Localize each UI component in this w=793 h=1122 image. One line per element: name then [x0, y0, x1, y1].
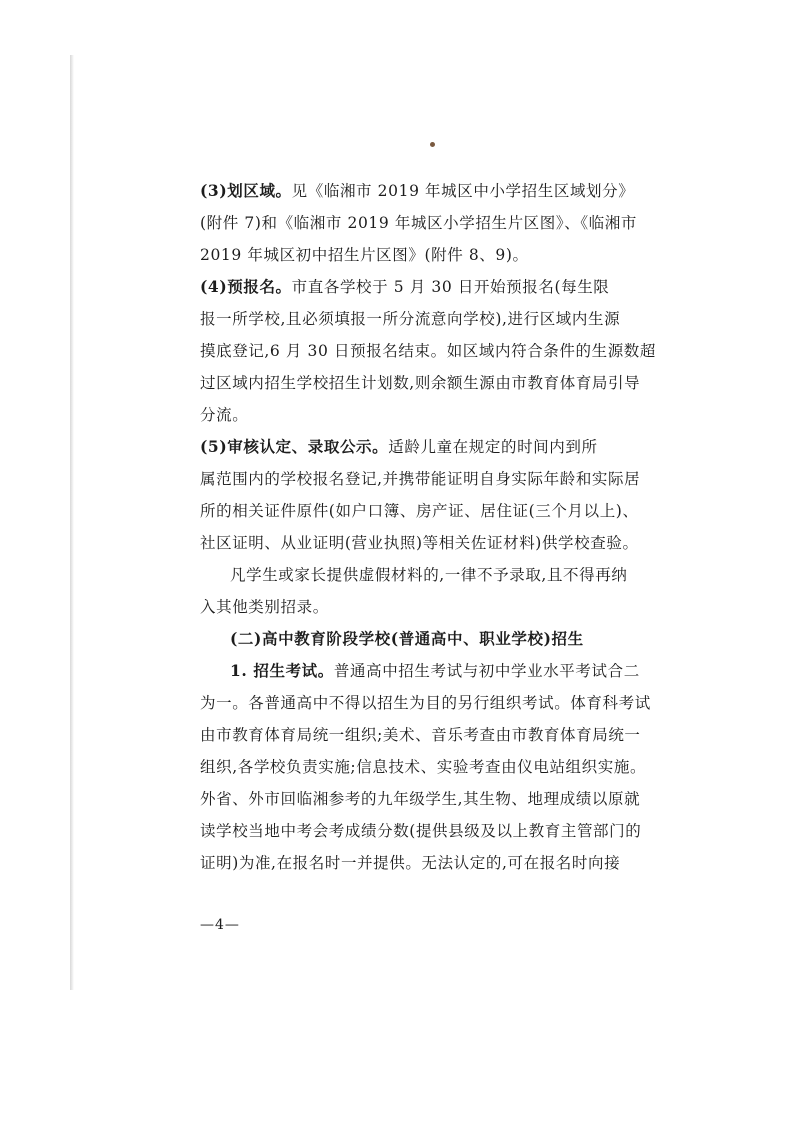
line-22: 证明)为准,在报名时一并提供。无法认定的,可在报名时向接 — [200, 854, 621, 872]
line-17: 为一。各普通高中不得以招生为目的另行组织考试。体育科考试 — [200, 694, 651, 712]
line-11: 所的相关证件原件(如户口簿、房产证、居住证(三个月以上)、 — [200, 502, 639, 520]
line-18: 由市教育体育局统一组织;美术、音乐考查由市教育体育局统一 — [200, 726, 641, 744]
heading-section-5: (5)审核认定、录取公示。 — [200, 437, 389, 456]
line-2: (附件 7)和《临湘市 2019 年城区小学招生片区图》、《临湘市 — [200, 214, 637, 232]
line-7: 过区域内招生学校招生计划数,则余额生源由市教育体育局引导 — [200, 374, 641, 392]
heading-item-1: 1. 招生考试。 — [230, 661, 334, 680]
line-1: (3)划区域。见《临湘市 2019 年城区中小学招生区域划分》 — [200, 181, 635, 200]
line-21: 读学校当地中考会考成绩分数(提供县级及以上教育主管部门的 — [200, 822, 642, 840]
line-8: 分流。 — [200, 406, 249, 424]
line-19: 组织,各学校负责实施;信息技术、实验考查由仪电站组织实施。 — [200, 758, 647, 776]
line-12: 社区证明、从业证明(营业执照)等相关佐证材料)供学校查验。 — [200, 534, 639, 552]
line-5: 报一所学校,且必须填报一所分流意向学校),进行区域内生源 — [200, 310, 621, 328]
line-16: 1. 招生考试。普通高中招生考试与初中学业水平考试合二 — [230, 661, 640, 680]
line-4: (4)预报名。市直各学校于 5 月 30 日开始预报名(每生限 — [200, 277, 610, 296]
line-3: 2019 年城区初中招生片区图》(附件 8、9)。 — [200, 246, 529, 264]
heading-section-3: (3)划区域。 — [200, 181, 292, 200]
line-20: 外省、外市回临湘参考的九年级学生,其生物、地理成绩以原就 — [200, 790, 641, 808]
scan-edge-shadow — [70, 55, 74, 990]
line-10: 属范围内的学校报名登记,并携带能证明自身实际年龄和实际居 — [200, 470, 641, 488]
line-6: 摸底登记,6 月 30 日预报名结束。如区域内符合条件的生源数超 — [200, 342, 656, 360]
page-number: —4— — [200, 917, 240, 933]
line-9: (5)审核认定、录取公示。适龄儿童在规定的时间内到所 — [200, 437, 598, 456]
section-heading-2: (二)高中教育阶段学校(普通高中、职业学校)招生 — [230, 629, 584, 648]
line-13: 凡学生或家长提供虚假材料的,一律不予录取,且不得再纳 — [230, 566, 628, 584]
heading-section-4: (4)预报名。 — [200, 277, 292, 296]
line-14: 入其他类别招录。 — [200, 598, 329, 616]
ink-dot — [430, 142, 435, 147]
